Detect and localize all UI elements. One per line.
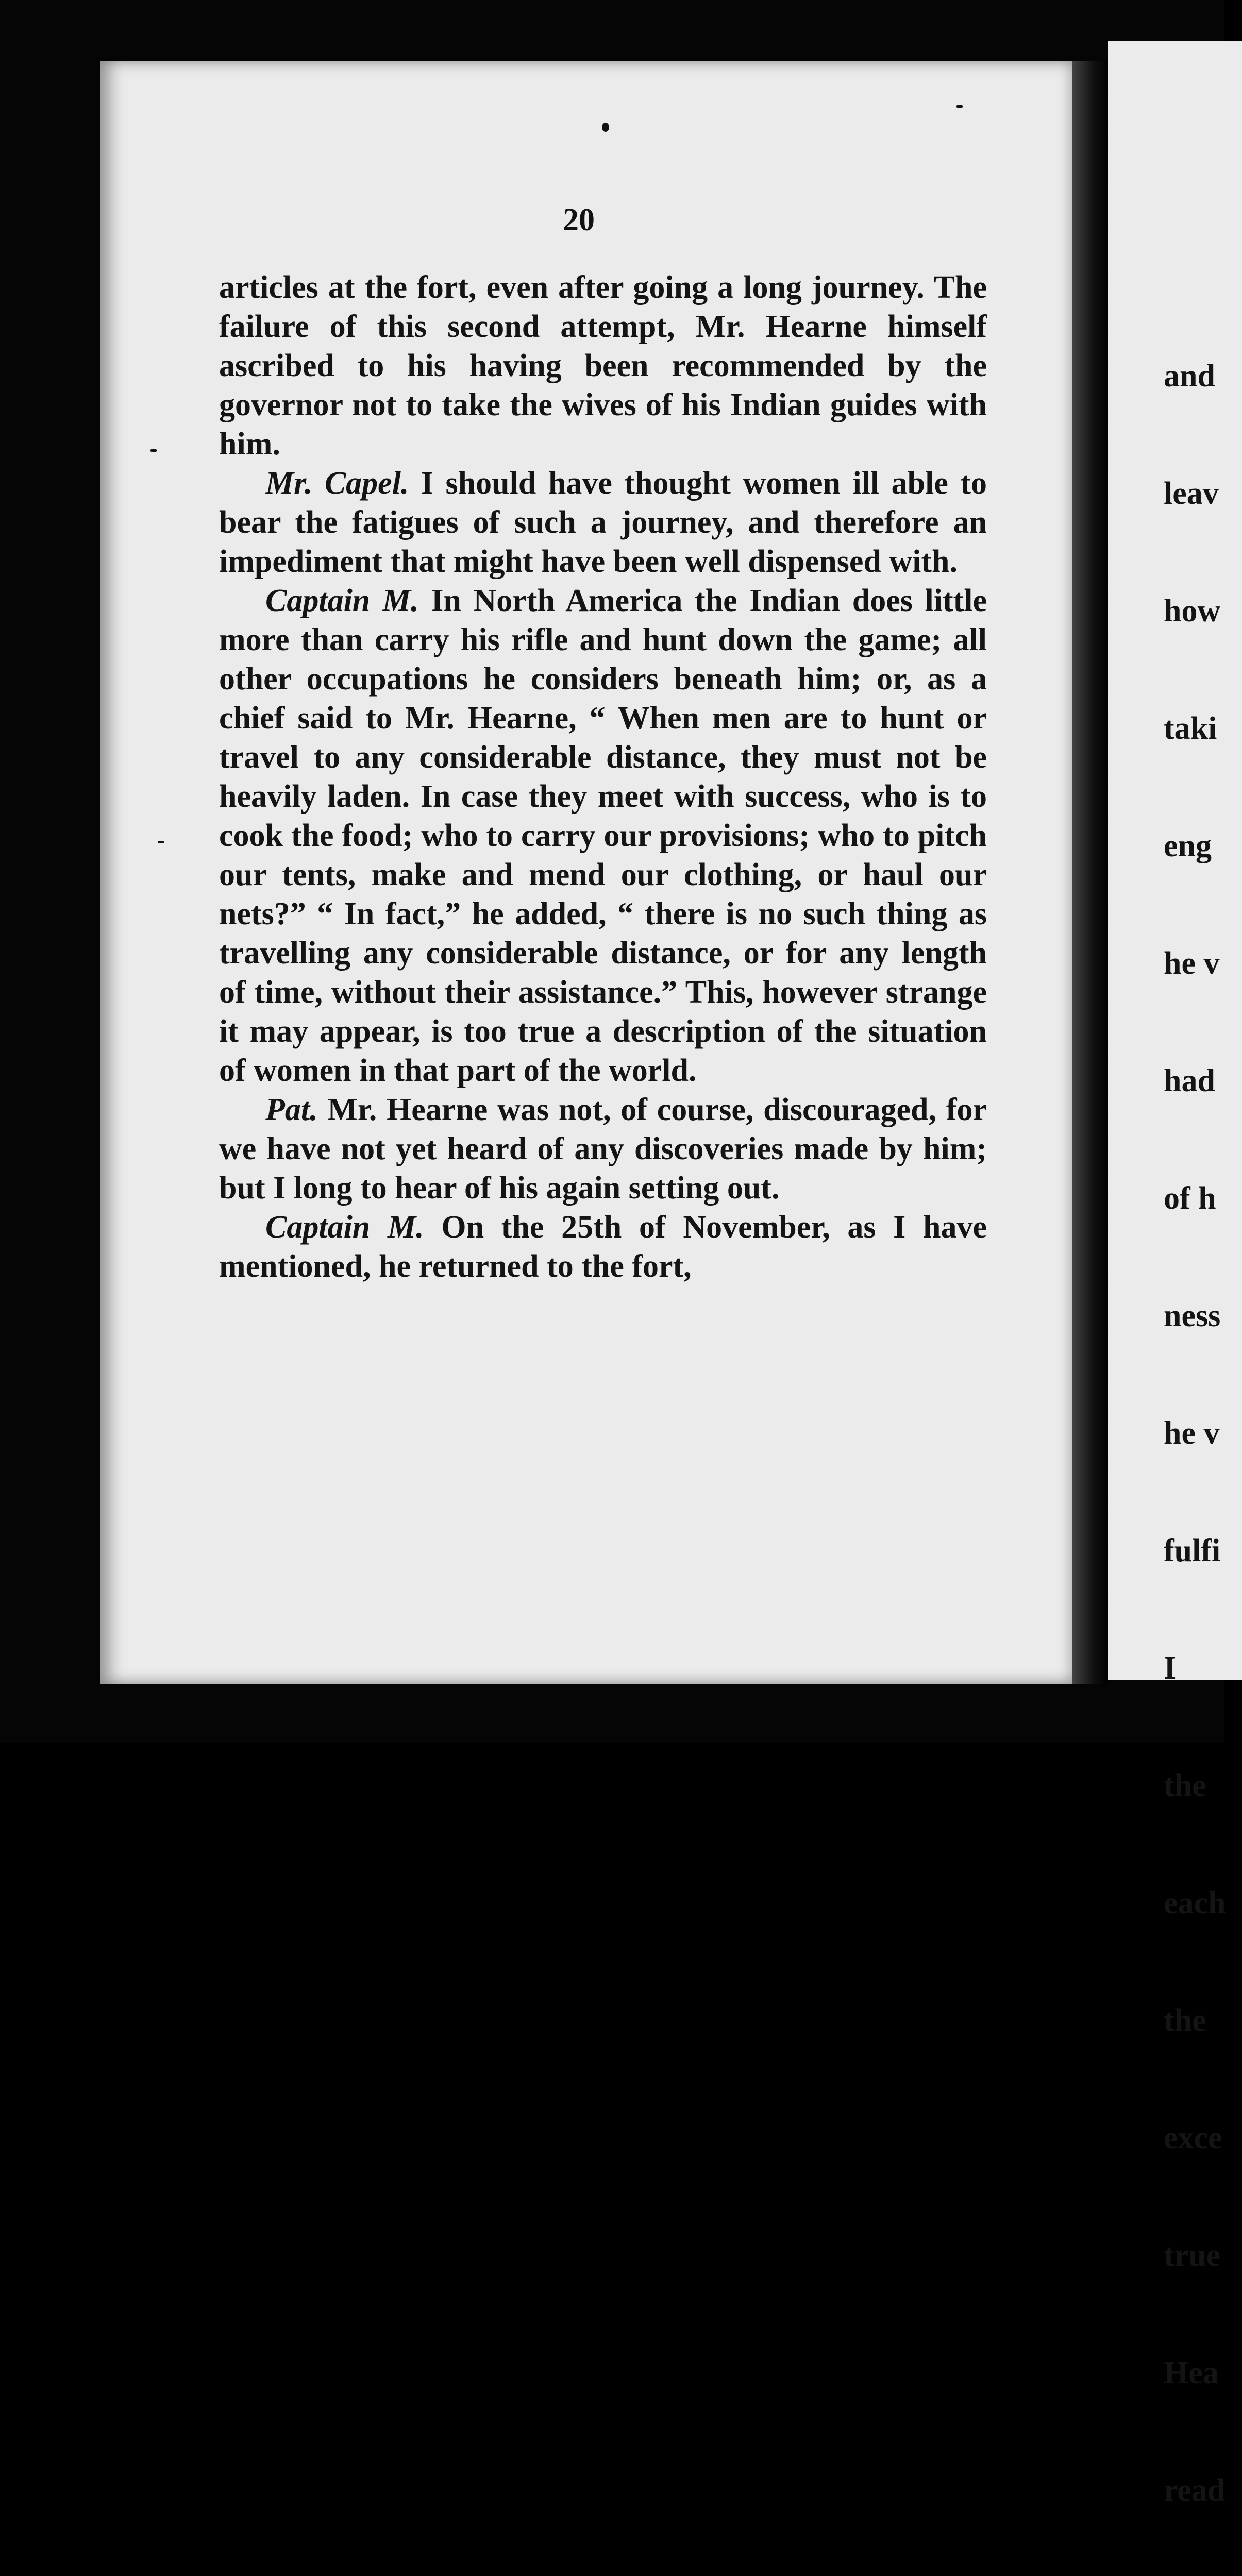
text-fragment: exce	[1164, 2121, 1222, 2156]
text-fragment: Hea	[1164, 2355, 1219, 2391]
speaker-name: Captain M.	[265, 583, 419, 618]
ink-speck	[150, 449, 157, 452]
paragraph	[219, 268, 987, 464]
text-fragment: eng	[1164, 828, 1212, 863]
speaker-name: Pat.	[265, 1092, 318, 1127]
text-fragment: he v	[1164, 946, 1220, 981]
text-fragment: taki	[1164, 711, 1217, 746]
dialogue-text: In North America the Indian does little more than carry his rifle and hunt down the game; all other occupations he considers beneath him; or, as a chief said to Mr. Hearne, “ When men are to hunt or travel to any considerable distance, they must not be heavily laden. In case they meet with success, who is to cook the food; who to carry our provisions; who to pitch our tents, make and mend our clothing, or haul our nets?” “ In fact,” he added, “ there is no such thing as travelling any considerable distance, or for any length of time, without their assistance.” This, however strange it may appear, is too true a description of the situation of women in that part of the world.	[219, 583, 987, 1088]
ink-speck	[158, 841, 164, 843]
dialogue-paragraph	[219, 1208, 987, 1286]
dialogue-text: Mr. Hearne was not, of course, discouraged, for we have not yet heard of any discoveries made by him; but I long to hear of his again setting out.	[219, 1092, 987, 1206]
ink-speck	[956, 105, 963, 108]
text-fragment: leav	[1164, 476, 1219, 511]
text-fragment: the	[1164, 2003, 1206, 2038]
text-fragment: had	[1164, 1063, 1215, 1098]
book-gutter	[1072, 61, 1108, 1684]
speaker-name: Mr. Capel.	[265, 466, 409, 501]
speaker-name: Captain M.	[265, 1210, 424, 1245]
ink-speck	[602, 123, 609, 132]
dialogue-paragraph	[219, 581, 987, 1090]
text-fragment: I	[1164, 1651, 1177, 1686]
text-fragment: the	[1164, 1768, 1206, 1803]
text-fragment: true	[1164, 2238, 1221, 2273]
dialogue-paragraph	[219, 1090, 987, 1208]
text-fragment: each	[1164, 1886, 1226, 1921]
dialogue-text: On the 25th of November, as I have mentioned, he returned to the fort,	[219, 1210, 987, 1284]
paragraph-text: articles at the fort, even after going a long journey. The failure of this second attempt, Mr. Hearne himself ascribed to his having been recommended by the governor not to take the wives of his Indian guides with him.	[219, 270, 987, 462]
text-fragment: read	[1164, 2473, 1226, 2508]
right-page-text-fragments	[1164, 278, 1226, 2576]
dialogue-paragraph	[219, 464, 987, 581]
page-number: 20	[563, 202, 595, 238]
text-fragment: ness	[1164, 1298, 1221, 1333]
body-text	[219, 268, 987, 1286]
text-fragment: of h	[1164, 1181, 1216, 1216]
text-fragment: fulfi	[1164, 1533, 1221, 1568]
text-fragment: he v	[1164, 1416, 1220, 1451]
text-fragment: how	[1164, 594, 1221, 629]
text-fragment: and	[1164, 359, 1215, 394]
dialogue-text: I should have thought women ill able to bear the fatigues of such a journey, and therefore an impediment that might have been well dispensed with.	[219, 466, 987, 579]
